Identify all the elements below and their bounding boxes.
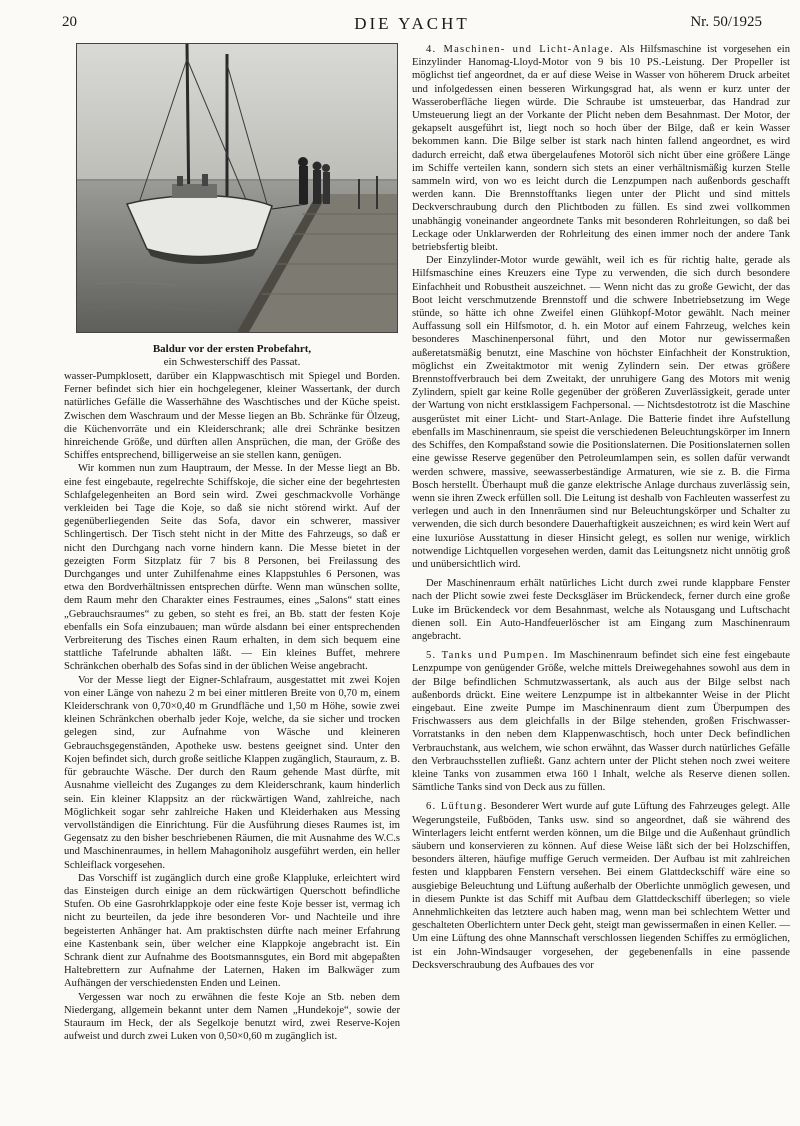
page-number: 20 [62, 14, 77, 30]
section-paragraph: 6. Lüftung. Besonderer Wert wurde auf gute Lüftung des Fahrzeuges gelegt. Alle Wegerungsteile, Fußböden, Tanks usw. sind so angeordnet, daß sie während des Winterlagers leicht entfernt werden können, um die Bilge und die Außenhaut gründlich säubern und konservieren zu können. Auf diese Weise läßt sich der bei Holzschiffen, besonders älteren, häufige muffige Geruch vermeiden. Der Aufbau ist mit zahlreichen festen und klappbaren Fenstern versehen. Bei einem Glattdeckschiff wäre eine so ausgiebige Beleuchtung und Lüftung außerhalb der Oberlichte unmöglich gewesen, und in diesem Punkte ist das Schiff mit Aufbau dem Glattdeckschiff überlegen; so viele Annehmlichkeiten das letztere auch haben mag, wenn man bei schlechtem Wetter und geschalteten Oberlichtern unter Deck geht, steigt man gewissermaßen in einen Keller. — Um eine Lüftung des ohne Mannschaft verschlossen liegenden Schiffes zu ermöglichen, ist ein John-Windsauger vorgesehen, der gegebenenfalls in eine passende Decksverschraubung des Aufbaues des vor [412, 801, 790, 971]
section-paragraph: 4. Maschinen- und Licht-Anlage. Als Hilfsmaschine ist vorgesehen ein Einzylinder Hanomag-Lloyd-Motor von 9 bis 10 PS.-Leistung. Der Propeller ist möglichst tief angeordnet, da er auf diese Weise in Wasser von höherem Druck arbeitet und infolgedessen einen besseren Wirkungsgrad hat, als wenn er kurz unter der Wasseroberfläche liegen würde. Die Schraube ist umsteuerbar, das Handrad zur Umsteuerung liegt an der Vorkante der Plicht neben dem Besahnmast. Der Motor, der gekapselt ausgeführt ist, liegt noch so hoch über der Bilge, daß er kein Wasser bekommen kann. Die Bilge selber ist stark nach hinten fallend angeordnet, es wird dadurch erreicht, daß etwa übergelaufenes Motoröl sich nicht über eine größere Länge im Schiffe verteilen kann, sondern sich stets an einer verhältnismäßig kurzen Stelle sammeln wird, von wo es leicht durch die Lenzpumpen nach außenbords geschafft werden kann. Die Brennstofftanks liegen unter der Plicht und sind mittels Deckverschraubung durch den Plichtboden zu füllen. Es sind zwei vollkommen unabhängig voneinander angeordnete Tanks mit besonderen Rohrleitungen, so daß bei Leckage oder Unklarwerden der Rohrleitung des einen immer noch der andere Tank betriebsfertig bleibt. [412, 44, 790, 254]
right-column [412, 43, 790, 972]
section-heading: 4. Maschinen- und Licht-Anlage. [426, 44, 614, 55]
section-paragraph: 5. Tanks und Pumpen. Im Maschinenraum befindet sich eine fest eingebaute Lenzpumpe von genügender Größe, welche mittels Dreiwegehahnes sowohl aus dem in der Bilge befindlichen Schmutzwassertank, als auch aus der Bilge selbst nach außenbords drückt. Eine weitere Lenzpumpe ist in altbekannter Weise in der Plicht eingebaut. Eine zweite Pumpe im Maschinenraum dient zum Überpumpen des Frischwassers aus dem gleichfalls in der Bilge stehenden, großen Frischwasser-Vorratstanks in den neben dem Klappenwaschtisch, hoch unter Deck befindlichen Verbrauchstank, aus welchem, wie schon erwähnt, das Wasser durch natürliches Gefälle den Verbrauchsstellen zufließt. Ganz achtern unter der Plicht stehen noch zwei weitere kleine Tanks von zusammen etwa 160 l Inhalt, welche als Reserve dienen sollen. Sämtliche Tanks sind von Deck aus zu füllen. [412, 650, 790, 794]
yacht-photo-image [77, 44, 397, 332]
paragraph: Vergessen war noch zu erwähnen die feste Koje an Stb. neben dem Niedergang, allgemein bekannt unter dem Namen „Hundekoje“, sowie der Stauraum im Heck, der als Segelkoje benutzt wird, zwei Reserve-Kojen aufweist und durch zwei Luken von 0,50×0,60 m zugänglich ist. [64, 991, 400, 1043]
paragraph: wasser-Pumpklosett, darüber ein Klappwaschtisch mit Spiegel und Borden. Ferner befindet sich hier ein hochgelegener, kleiner Wassertank, der durch natürliches Gefälle die Wasserhähne des Waschtisches und der Küche speist. Zwischen dem Waschraum und der Messe liegen an Bb. Schränke für Ölzeug, die Küchenvorräte und ein Kleiderschrank; alle drei Schränke besitzen hinreichende Größe, und dürften allen Ansprüchen, die man, der Größe des Schiffes entsprechend, billigerweise an sie stellen kann, genügen. [64, 371, 400, 462]
paragraph: Der Maschinenraum erhält natürliches Licht durch zwei runde klappbare Fenster nach der Plicht sowie zwei feste Decksgläser im Brückendeck, ferner durch eine große Luke im Brückendeck vor dem Besahnmast, welche als Notausgang und Luftschacht dienen soll. Ein Auto-Handfeuerlöscher ist am Eingang zum Maschinenraum angebracht. [412, 578, 790, 642]
paragraph: Wir kommen nun zum Hauptraum, der Messe. In der Messe liegt an Bb. eine fest eingebaute, regelrechte Schiffskoje, die sicher eine der begehrtesten Schlafgelegenheiten an Bord sein wird. Zwei geschmackvolle Vorhänge verkleiden bei Tage die Koje, so daß sie nicht störend wirkt. Auf der gegenüberliegenden Seite das Sofa, davor ein schwerer, massiver Schlingertisch. Der Tisch steht nicht in der Mitte des Fahrzeugs, so daß er nicht den Durchgang nach vorne hindern kann. Die Messe bietet in der gezeigten Form Sitzplatz für 7 bis 8 Personen, bei Freilassung des Durchganges und unter Zuhilfenahme eines Klappstuhles 6 Personen, was etwa den Bordverhältnissen entsprechen dürfte. Wenn man wünschen sollte, dem Raum mehr den Charakter eines Festraumes, eines „Salons“ statt eines „Gebrauchsraumes“ zu geben, so steht es frei, an Bb. statt der festen Koje ebenfalls ein Sofa einzubauen; man würde alsdann bei einer entsprechenden Verbreiterung des Tisches einen Raum erhalten, in dem sich bequem eine stattliche Tafelrunde abhalten läßt. — Ein kleines Buffet, mehrere Schränkchen oberhalb des Sofas sind in der üblichen Weise angebracht. [64, 463, 400, 673]
caption-title: Baldur vor der ersten Probefahrt, [152, 343, 312, 355]
section-heading: 6. Lüftung. [426, 801, 488, 813]
paragraph: Der Einzylinder-Motor wurde gewählt, weil ich es für richtig halte, gerade als Hilfsmaschine eines Kreuzers eine Type zu verwenden, die sich durch besondere Einfachheit und Robustheit auszeichnet. — Wenn nicht das zu große Gewicht, der das Boot leicht verschmutzende Brennstoff und die schwere Inbetriebsetzung im Wege stünde, so hätte ich ohne Zweifel einen Glühkopf-Motor gewählt. Nach meiner Auffassung soll ein Hilfsmotor, d. h. ein Motor auf einem Fahrzeug, welches kein besonderes Maschinenpersonal führt, und den Motor nur gewissermaßen außeretatsmäßig benutzt, eine Maschine von höchster Einfachheit der Konstruktion, möglichst ein Zweitaktmotor mit wenig Zylindern sein. Der etwas größere Brennstoffverbrauch bei dem Zweitakt, der unruhigere Gang des Motors mit wenig Zylindern, spielt gar keine Rolle gegenüber der größeren Zuverlässigkeit, gerade unter der Wartung von nicht erstklassigem Fachpersonal. — Nichtsdestotrotz ist die Maschine ausgerüstet mit einer Licht- und Start-Anlage. Die Batterie findet ihre Aufstellung ebenfalls im Maschinenraum, sie speist die verschiedenen Beleuchtungskörper im Innern des Schiffes, den Kompaßstand sowie die Positionslaternen. Die Positionslaternen sollen eine gewisse Reserve gegenüber den Petroleumlampen sein, es sollen dafür verwandt werden schwere, massive, seewasserbeständige Armaturen, wie sie z. B. die Firma Bosch herstellt. Überhaupt muß die ganze elektrische Anlage durchaus zuverlässig sein, wenn sie ihren Zweck erfüllen soll. Die Leitung ist deshalb von Fachleuten wasserfest zu verlegen und auch in den Innenräumen sind nur Beleuchtungskörper und Schalter zu verwenden, die sich durch besondere Dauerhaftigkeit auszeichnen; es wird kein Wert auf eine luxuriöse Ausstattung in dieser Hinsicht gelegt, es sollen nur wenige, wirklich notwendige Lichtquellen vorgesehen werden, damit das Leitungsnetz nicht unnötig groß und unübersichtlich wird. [412, 255, 790, 570]
yacht-photo [76, 43, 398, 333]
figure-caption [64, 343, 400, 369]
magazine-title: DIE YACHT [354, 14, 470, 33]
section-heading: 5. Tanks und Pumpen. [426, 650, 550, 662]
left-column [64, 370, 400, 1043]
caption-subtitle: ein Schwesterschiff des Passat. [163, 356, 301, 368]
issue-number: Nr. 50/1925 [690, 14, 762, 30]
page-header [62, 14, 762, 34]
paragraph: Vor der Messe liegt der Eigner-Schlafraum, ausgestattet mit zwei Kojen von einer Länge von nahezu 2 m bei einer mittleren Breite von 0,70 m, einem Kleiderschrank von 0,70×0,40 m Grundfläche und 1,50 m Höhe, sowie zwei kleinen Schränkchen oberhalb jeder Koje, welche, da sie sicher und trocken gelegen sind, zur Aufnahme von Wäsche und kleineren Gebrauchsgegenständen, Apotheke usw. bestens geeignet sind. Unter den Kojen befindet sich, durch große seitliche Klappen zugänglich, Stauraum, z. B. für gebrauchte Wäsche. Der durch den Raum gehende Mast dürfte, mit Ausnahme vielleicht des Zuganges zu dem Kleiderschrank, kaum hinderlich sein. Ein kleiner Klappsitz an der rückwärtigen Wand, zahlreiche, nach Möglichkeit sogar sehr zahlreiche Haken und Kleiderhaken aus Messing vervollständigen die Einrichtung. Für die Ausführung dieses Raumes ist, im Gegensatz zu den bisher beschriebenen Räumen, die mit Ausnahme des W.C.s und Maschinenraumes, in hellem Mahagoniholz ausgeführt werden, ein heller Schleiflack vorgesehen. [64, 674, 400, 871]
paragraph: Das Vorschiff ist zugänglich durch eine große Klappluke, erleichtert wird das Einsteigen durch einige an dem rückwärtigen Querschott befindliche Stufen. Ob eine Gasrohrklappkoje oder eine feste Koje besser ist, vermag ich nicht zu beurteilen, da jede ihre besonderen Vor- und Nachteile und ihre begeisterten Anhänger hat. Am praktischsten dürfte nach meiner Erfahrung eine Kastenbank sein, über welcher eine Klappkoje angebracht ist. Ein Schrank dient zur Aufnahme des Bootsmannsgutes, ein Bord mit abgepaßten Haltebrettern zur Aufnahme der Laternen, Haken im Balkwäger zum Aufhängen der verschiedensten Enden und Leinen. [64, 872, 400, 990]
